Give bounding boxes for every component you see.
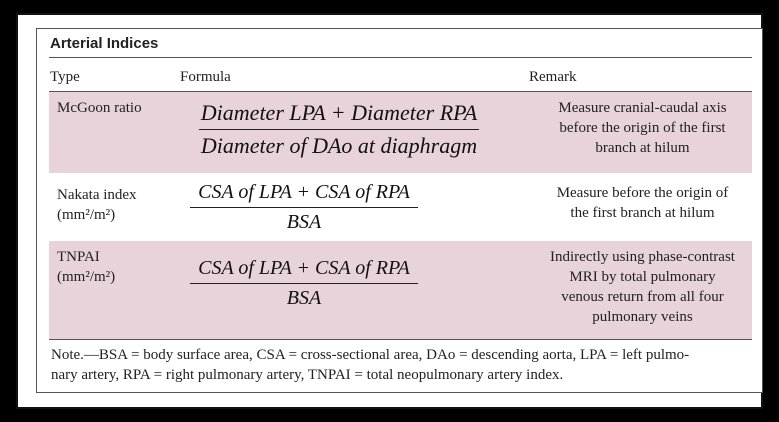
table-title: Arterial Indices <box>50 35 159 52</box>
remark-line: branch at hilum <box>595 140 690 156</box>
row-formula <box>179 181 429 234</box>
row-type <box>57 185 137 225</box>
remark-line: venous return from all four <box>561 289 724 305</box>
fraction-bar <box>190 283 418 284</box>
row-formula <box>189 100 489 159</box>
row-remark <box>536 98 749 158</box>
formula-numerator: Diameter LPA + Diameter RPA <box>200 100 478 125</box>
fraction-bar <box>199 129 479 130</box>
formula-denominator: BSA <box>286 287 322 309</box>
formula-denominator: BSA <box>286 211 322 233</box>
remark-line: Measure cranial-caudal axis <box>558 100 727 116</box>
remark-line: Measure before the origin of <box>556 185 729 201</box>
note-line: Note.—BSA = body surface area, CSA = cross-sectional area, DAo = descending aorta, LPA = left pulmo- <box>51 347 690 363</box>
table-row <box>49 92 752 173</box>
header-type: Type <box>50 69 80 85</box>
type-line: TNPAI <box>57 249 100 265</box>
remark-line: Indirectly using phase-contrast <box>550 249 735 265</box>
type-line: Nakata index <box>57 187 137 203</box>
title-rule <box>49 57 752 58</box>
table-row <box>49 173 752 239</box>
remark-line: the first branch at hilum <box>570 205 715 221</box>
row-remark <box>536 247 749 327</box>
table-row <box>49 241 752 339</box>
row-type <box>57 247 115 287</box>
remark-line: MRI by total pulmonary <box>569 269 716 285</box>
row-type <box>57 98 142 118</box>
note-line: nary artery, RPA = right pulmonary artery, TNPAI = total neopulmonary artery index. <box>51 367 564 383</box>
type-line: (mm²/m²) <box>57 207 116 223</box>
formula-numerator: CSA of LPA + CSA of RPA <box>198 181 410 203</box>
table-note <box>51 345 751 385</box>
remark-line: pulmonary veins <box>592 309 693 325</box>
row-remark <box>536 183 749 223</box>
type-line: McGoon ratio <box>57 100 142 116</box>
formula-numerator: CSA of LPA + CSA of RPA <box>198 257 410 279</box>
header-remark: Remark <box>529 69 577 85</box>
fraction-bar <box>190 207 418 208</box>
remark-line: before the origin of the first <box>559 120 726 136</box>
formula-denominator: Diameter of DAo at diaphragm <box>200 133 478 158</box>
table-bottom-rule <box>49 339 752 340</box>
image-frame <box>16 13 763 409</box>
header-formula: Formula <box>180 69 231 85</box>
row-formula <box>179 257 429 310</box>
table-panel <box>36 28 763 393</box>
type-line: (mm²/m²) <box>57 269 116 285</box>
